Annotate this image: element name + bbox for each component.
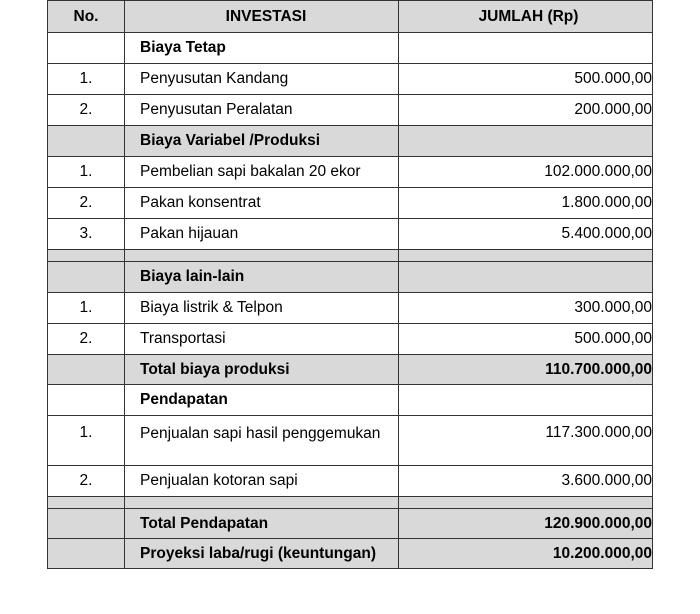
- row-number: [48, 250, 125, 262]
- header-investasi: INVESTASI: [125, 1, 399, 33]
- header-no: No.: [48, 1, 125, 33]
- row-item: Penyusutan Peralatan: [125, 95, 399, 126]
- table-row: [48, 509, 653, 539]
- row-amount: [399, 497, 653, 509]
- row-item: Transportasi: [125, 324, 399, 355]
- row-number: 2.: [48, 188, 125, 219]
- table-row: [48, 385, 653, 416]
- table-body: [48, 33, 653, 569]
- row-amount: [399, 250, 653, 262]
- row-amount: [399, 33, 653, 64]
- table-row: [48, 64, 653, 95]
- row-number: [48, 497, 125, 509]
- row-item: Biaya Tetap: [125, 33, 399, 64]
- table-row: [48, 293, 653, 324]
- table-row: [48, 416, 653, 466]
- row-number: [48, 33, 125, 64]
- row-number: 2.: [48, 466, 125, 497]
- row-amount: 10.200.000,00: [399, 539, 653, 569]
- investment-table: [47, 0, 653, 569]
- table-row: [48, 219, 653, 250]
- row-item: Total biaya produksi: [125, 355, 399, 385]
- row-amount: 3.600.000,00: [399, 466, 653, 497]
- row-item: Biaya lain-lain: [125, 262, 399, 293]
- row-amount: 500.000,00: [399, 324, 653, 355]
- row-number: [48, 509, 125, 539]
- row-amount: 102.000.000,00: [399, 157, 653, 188]
- row-item: Penyusutan Kandang: [125, 64, 399, 95]
- row-number: [48, 539, 125, 569]
- row-number: 1.: [48, 157, 125, 188]
- row-item: Pakan konsentrat: [125, 188, 399, 219]
- row-number: [48, 385, 125, 416]
- row-item: [125, 250, 399, 262]
- header-jumlah: JUMLAH (Rp): [399, 1, 653, 33]
- spacer-row: [48, 497, 653, 509]
- row-item: [125, 497, 399, 509]
- row-amount: 1.800.000,00: [399, 188, 653, 219]
- row-number: [48, 262, 125, 293]
- row-item: Pembelian sapi bakalan 20 ekor: [125, 157, 399, 188]
- table-row: [48, 157, 653, 188]
- table-row: [48, 324, 653, 355]
- row-amount: [399, 126, 653, 157]
- row-item: Penjualan kotoran sapi: [125, 466, 399, 497]
- table-row: [48, 188, 653, 219]
- row-number: 2.: [48, 324, 125, 355]
- spacer-row: [48, 250, 653, 262]
- header-row: [48, 1, 653, 33]
- row-number: 1.: [48, 416, 125, 466]
- row-amount: 110.700.000,00: [399, 355, 653, 385]
- row-amount: 5.400.000,00: [399, 219, 653, 250]
- row-number: 2.: [48, 95, 125, 126]
- row-item: Pendapatan: [125, 385, 399, 416]
- row-item: Total Pendapatan: [125, 509, 399, 539]
- row-amount: 117.300.000,00: [399, 416, 653, 466]
- row-number: 1.: [48, 64, 125, 95]
- row-amount: [399, 262, 653, 293]
- row-number: 3.: [48, 219, 125, 250]
- row-amount: 500.000,00: [399, 64, 653, 95]
- row-item: Pakan hijauan: [125, 219, 399, 250]
- row-amount: 200.000,00: [399, 95, 653, 126]
- table-row: [48, 539, 653, 569]
- row-amount: 120.900.000,00: [399, 509, 653, 539]
- row-item: Proyeksi laba/rugi (keuntungan): [125, 539, 399, 569]
- row-item: Penjualan sapi hasil penggemukan: [125, 416, 399, 466]
- table-row: [48, 126, 653, 157]
- table-row: [48, 262, 653, 293]
- table-row: [48, 466, 653, 497]
- row-number: 1.: [48, 293, 125, 324]
- row-item: Biaya Variabel /Produksi: [125, 126, 399, 157]
- row-amount: 300.000,00: [399, 293, 653, 324]
- row-number: [48, 355, 125, 385]
- table-row: [48, 33, 653, 64]
- row-amount: [399, 385, 653, 416]
- row-item: Biaya listrik & Telpon: [125, 293, 399, 324]
- row-number: [48, 126, 125, 157]
- table-row: [48, 95, 653, 126]
- table-row: [48, 355, 653, 385]
